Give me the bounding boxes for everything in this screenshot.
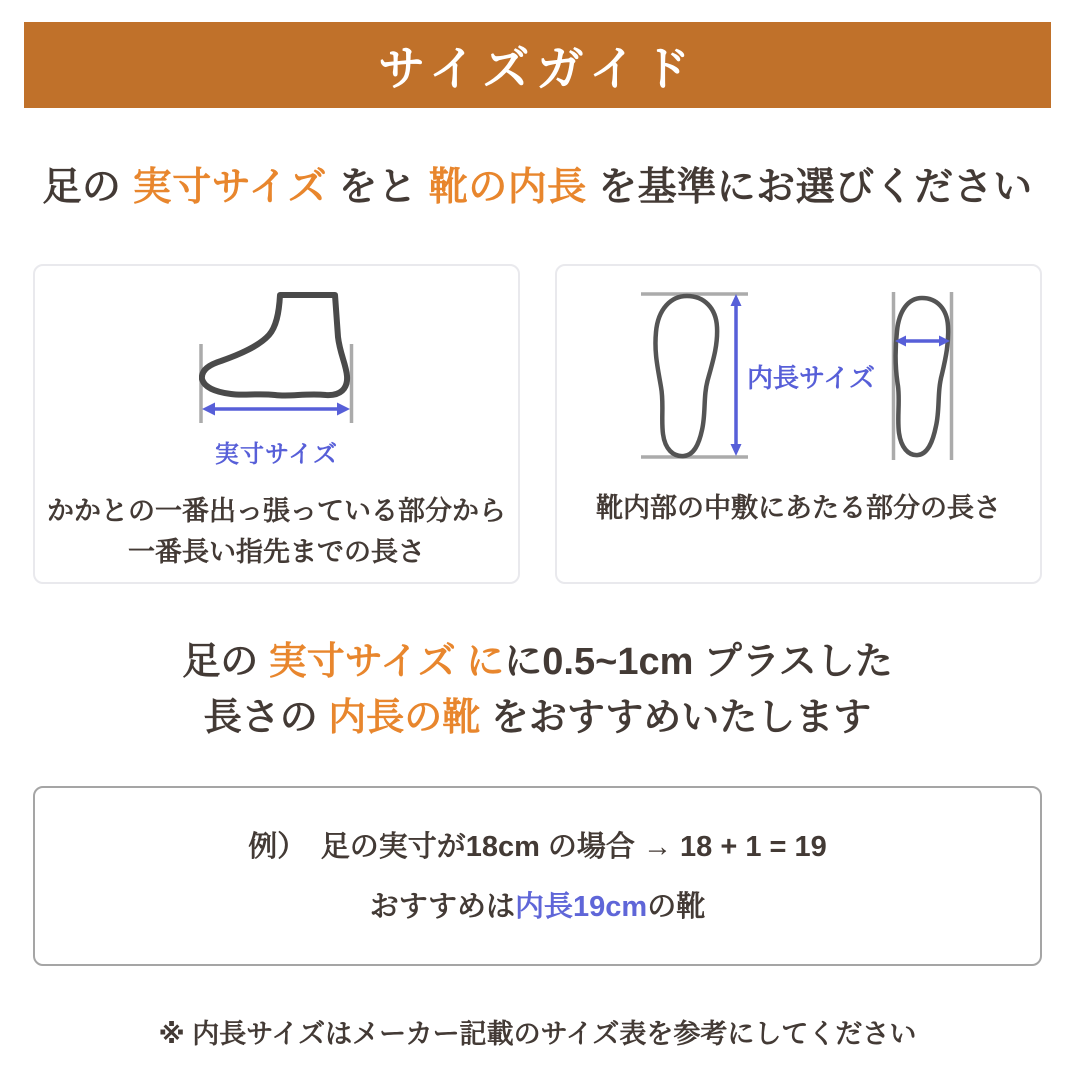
foot-caption-line2: 一番長い指先までの長さ xyxy=(128,537,425,567)
intro-text-1: 足の xyxy=(42,166,133,209)
inner-length-caption: 靴内部の中敷にあたる部分の長さ xyxy=(596,493,1001,523)
recommendation-text xyxy=(0,634,1075,746)
rec2-text-2: をおすすめいたします xyxy=(480,697,872,739)
banner xyxy=(24,22,1051,108)
intro-highlight-foot-size: 実寸サイズ xyxy=(132,166,328,209)
rec1-text-1: 足の xyxy=(182,641,269,683)
rec1-text-2: に0.5~1cm プラスした xyxy=(504,641,893,683)
page-title: サイズガイド xyxy=(378,41,697,95)
example-result xyxy=(35,890,1040,924)
example-box xyxy=(33,786,1042,966)
rec2-text-1: 長さの xyxy=(203,697,329,739)
measurement-cards xyxy=(33,264,1042,584)
example-result-text-2: の靴 xyxy=(647,891,706,923)
rec2-highlight: 内長の靴 xyxy=(328,697,481,739)
inner-length-label: 内長サイズ xyxy=(746,363,875,393)
intro-text-3: を基準にお選びください xyxy=(586,166,1033,209)
width-measure-arrow xyxy=(202,403,350,416)
foot-size-card xyxy=(33,264,520,584)
rec1-highlight: 実寸サイズ に xyxy=(268,641,505,683)
recommendation-line2 xyxy=(0,690,1075,746)
intro-text-2: をと xyxy=(327,166,429,209)
length-measure-arrow xyxy=(730,294,741,456)
example-result-highlight: 内長19cm xyxy=(515,891,648,923)
foot-measure-illustration xyxy=(199,292,354,424)
foot-outline xyxy=(202,295,347,396)
insole-measure-illustration xyxy=(641,292,957,462)
foot-size-caption xyxy=(35,491,518,573)
small-width-measure-arrow xyxy=(895,336,950,347)
foot-caption-line1: かかとの一番出っ張っている部分から xyxy=(47,496,506,526)
intro-heading xyxy=(0,156,1075,212)
example-result-text-1: おすすめは xyxy=(369,891,516,923)
inner-length-card xyxy=(555,264,1042,584)
intro-highlight-inner-length: 靴の内長 xyxy=(428,166,587,209)
insole-outline-large xyxy=(655,296,717,456)
example-formula: 例） 足の実寸が18cm の場合 → 18 + 1 = 19 xyxy=(248,831,827,863)
insole-outline-small xyxy=(895,298,948,455)
foot-size-label: 実寸サイズ xyxy=(214,441,339,468)
recommendation-line1 xyxy=(0,634,1075,690)
footnote: ※ 内長サイズはメーカー記載のサイズ表を参考にしてください xyxy=(158,1019,917,1049)
